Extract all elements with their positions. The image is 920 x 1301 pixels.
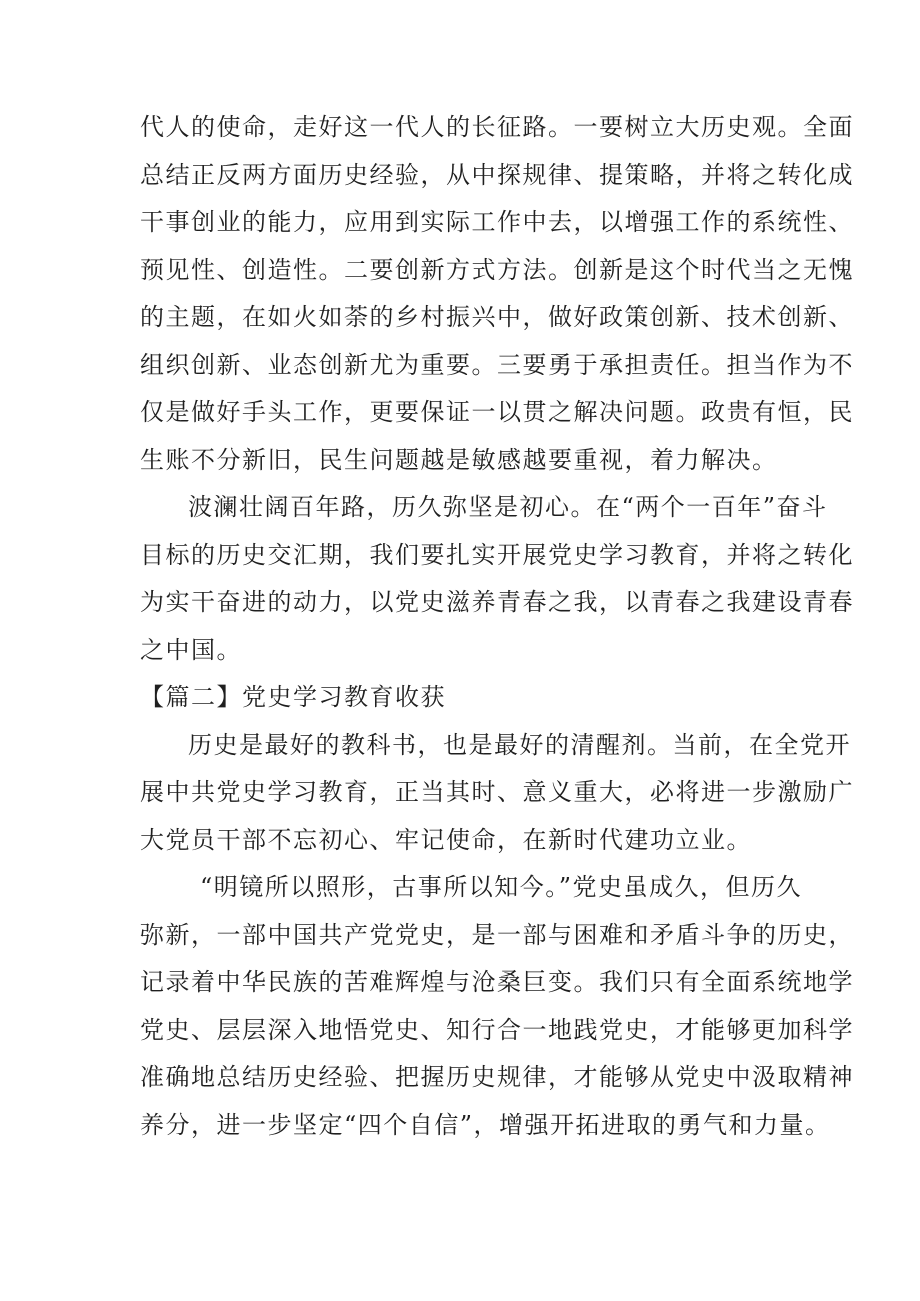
text-line: 展中共党史学习教育，正当其时、意义重大，必将进一步激励广 xyxy=(140,778,854,806)
text-line: 生账不分新旧，民生问题越是敏感越要重视，着力解决。 xyxy=(140,445,778,474)
text-line: 为实干奋进的动力，以党史滋养青春之我，以青春之我建设青春 xyxy=(140,588,854,616)
text-line: 预见性、创造性。二要创新方式方法。创新是这个时代当之无愧 xyxy=(140,255,854,284)
section-heading: 【篇二】党史学习教育收获 xyxy=(140,683,446,711)
text-line: “明镜所以照形，古事所以知今。”党史虽成久，但历久 xyxy=(200,873,803,901)
text-line: 之中国。 xyxy=(140,635,242,664)
text-line: 大党员干部不忘初心、牢记使命，在新时代建功立业。 xyxy=(140,825,752,854)
document-body xyxy=(140,104,854,1149)
text-line: 的主题，在如火如荼的乡村振兴中，做好政策创新、技术创新、 xyxy=(140,303,854,331)
text-line: 波澜壮阔百年路，历久弥坚是初心。在“两个一百年”奋斗 xyxy=(188,493,828,521)
text-line: 准确地总结历史经验、把握历史规律，才能够从党史中汲取精神 xyxy=(140,1063,854,1091)
text-line: 记录着中华民族的苦难辉煌与沧桑巨变。我们只有全面系统地学 xyxy=(140,968,854,996)
text-line: 总结正反两方面历史经验，从中探规律、提策略，并将之转化成 xyxy=(140,160,854,189)
text-line: 仅是做好手头工作，更要保证一以贯之解决问题。政贵有恒，民 xyxy=(140,398,854,426)
text-line: 干事创业的能力，应用到实际工作中去，以增强工作的系统性、 xyxy=(140,208,854,236)
text-line: 弥新，一部中国共产党党史，是一部与困难和矛盾斗争的历史， xyxy=(140,920,854,949)
text-line: 目标的历史交汇期，我们要扎实开展党史学习教育，并将之转化 xyxy=(140,540,854,569)
text-line: 历史是最好的教科书，也是最好的清醒剂。当前，在全党开 xyxy=(188,730,851,759)
text-line: 代人的使命，走好这一代人的长征路。一要树立大历史观。全面 xyxy=(140,113,854,141)
text-line: 党史、层层深入地悟党史、知行合一地践党史，才能够更加科学 xyxy=(140,1015,854,1044)
text-line: 组织创新、业态创新尤为重要。三要勇于承担责任。担当作为不 xyxy=(140,350,854,379)
text-line: 养分，进一步坚定“四个自信”，增强开拓进取的勇气和力量。 xyxy=(140,1110,831,1139)
